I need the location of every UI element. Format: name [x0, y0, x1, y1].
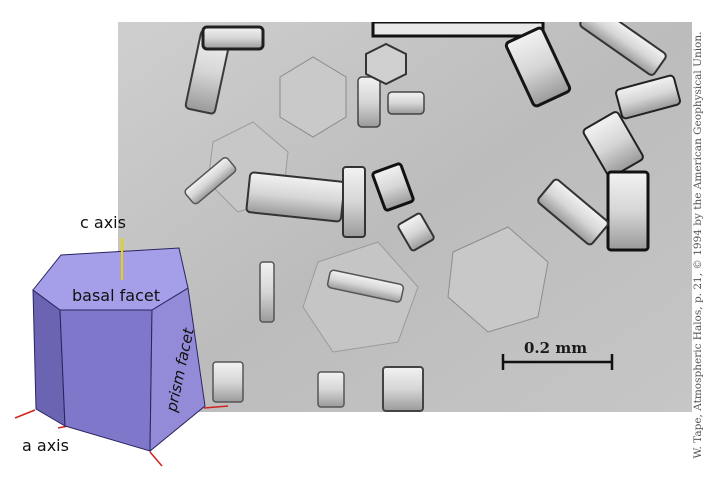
- scale-bar-label: 0.2 mm: [524, 339, 588, 357]
- ice-column: [358, 77, 380, 127]
- ice-column: [388, 92, 424, 114]
- basal-facet-label: basal facet: [72, 286, 160, 305]
- ice-column: [246, 172, 345, 222]
- front-prism-face: [60, 310, 152, 451]
- hexagonal-crystal-diagram: [0, 200, 240, 470]
- c-axis-label: c axis: [80, 213, 126, 232]
- a-axis-line: [204, 406, 228, 408]
- ice-column: [318, 372, 344, 407]
- ice-column: [366, 44, 406, 84]
- ice-column: [260, 262, 274, 322]
- ice-column: [608, 172, 648, 250]
- ice-column: [343, 167, 365, 237]
- a-axis-line: [150, 452, 162, 466]
- ice-column: [383, 367, 423, 411]
- a-axis-line: [15, 410, 35, 418]
- ice-column: [203, 27, 263, 49]
- ice-column: [373, 22, 543, 36]
- a-axis-label: a axis: [22, 436, 69, 455]
